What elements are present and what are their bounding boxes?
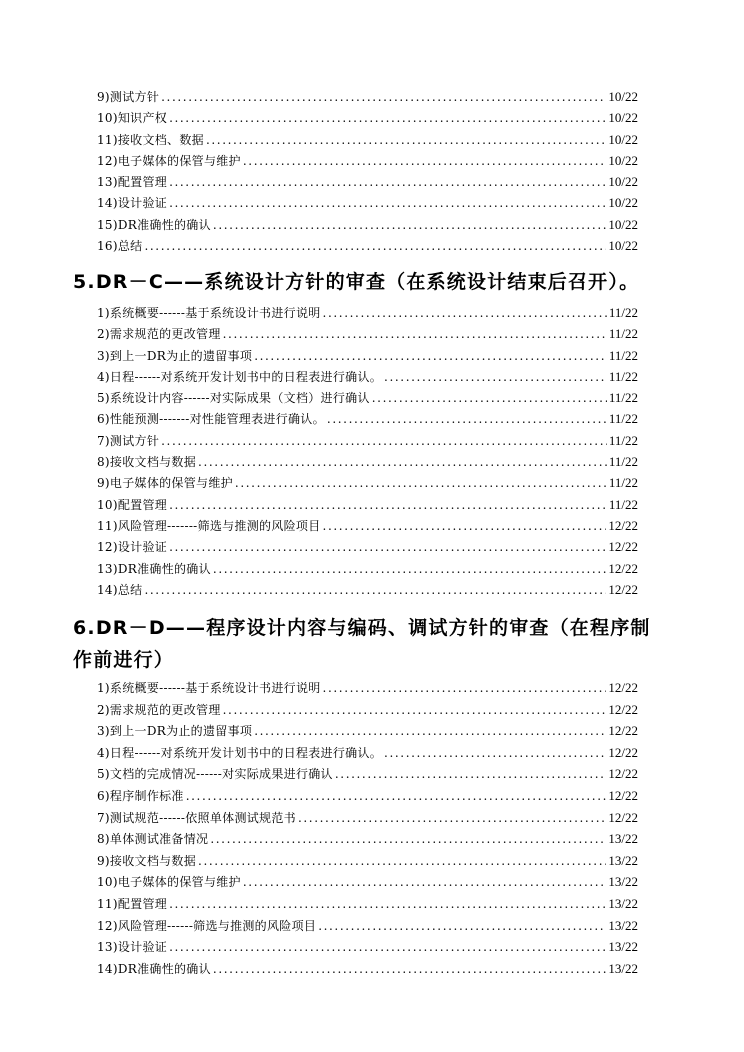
toc-leader-dots (213, 215, 606, 236)
toc-leader-dots (213, 959, 606, 981)
toc-leader-dots (254, 721, 606, 743)
toc-page-number: 11/22 (608, 326, 638, 342)
toc-page-number: 13/22 (608, 960, 638, 976)
toc-leader-dots (384, 367, 607, 388)
toc-entry[interactable] (97, 536, 638, 557)
toc-entry-label: 3)到上一DR为止的遗留事项 (97, 348, 253, 363)
toc-leader-dots (169, 172, 606, 193)
toc-entry-label: 12)风险管理------筛选与推测的风险项目 (97, 918, 317, 933)
toc-entry-label: 14)总结 (97, 582, 143, 597)
toc-leader-dots (161, 87, 606, 108)
toc-page-number: 10/22 (608, 195, 638, 211)
toc-leader-dots (169, 108, 606, 129)
toc-page-number: 12/22 (608, 744, 638, 760)
toc-list-section-6 (97, 677, 638, 979)
toc-leader-dots (169, 495, 607, 516)
toc-leader-dots (144, 580, 606, 601)
toc-entry[interactable] (97, 430, 638, 451)
toc-entry-label: 5)文档的完成情况------对实际成果进行确认 (97, 767, 333, 782)
toc-leader-dots (169, 537, 606, 558)
toc-entry[interactable] (97, 323, 638, 344)
toc-page-number: 13/22 (608, 874, 638, 890)
toc-entry-label: 3)到上一DR为止的遗留事项 (97, 724, 253, 739)
toc-leader-dots (335, 764, 607, 786)
toc-leader-dots (254, 346, 607, 367)
toc-page-number: 11/22 (608, 347, 638, 363)
toc-page-number: 11/22 (608, 305, 638, 320)
toc-entry[interactable] (97, 579, 638, 600)
toc-page-number: 12/22 (608, 809, 638, 825)
toc-entry[interactable] (97, 387, 638, 408)
toc-entry[interactable] (97, 915, 638, 937)
toc-entry-label: 11)风险管理-------筛选与推测的风险项目 (97, 518, 321, 533)
toc-page-number: 12/22 (608, 766, 638, 782)
toc-entry-label: 1)系统概要------基于系统设计书进行说明 (97, 306, 321, 320)
toc-leader-dots (372, 388, 607, 409)
toc-entry[interactable] (97, 850, 638, 872)
toc-leader-dots (298, 808, 606, 830)
toc-leader-dots (144, 236, 606, 257)
toc-leader-dots (384, 743, 606, 765)
toc-leader-dots (223, 700, 607, 722)
toc-leader-dots (235, 473, 607, 494)
toc-entry-label: 10)配置管理 (97, 497, 168, 512)
toc-leader-dots (327, 409, 607, 430)
toc-entry-label: 5)系统设计内容------对实际成果（文档）进行确认 (97, 391, 370, 406)
toc-entry-label: 10)知识产权 (97, 111, 168, 126)
toc-entry-label: 12)电子媒体的保管与维护 (97, 153, 241, 168)
toc-entry[interactable] (97, 129, 638, 150)
toc-entry[interactable] (97, 214, 638, 235)
toc-list-section-4 (97, 86, 638, 256)
toc-entry-label: 13)配置管理 (97, 175, 168, 190)
toc-entry-label: 8)接收文档与数据 (97, 455, 197, 470)
section-5-heading: 5.DR－C——系统设计方针的审查（在系统设计结束后召开）。 (73, 271, 640, 293)
toc-page-number: 10/22 (608, 110, 638, 126)
toc-entry-label: 13)设计验证 (97, 940, 168, 955)
toc-entry-label: 2)需求规范的更改管理 (97, 702, 221, 717)
toc-leader-dots (243, 872, 607, 894)
toc-page-number: 13/22 (608, 917, 638, 933)
toc-leader-dots (198, 452, 607, 473)
toc-entry-label: 4)日程------对系统开发计划书中的日程表进行确认。 (97, 369, 383, 384)
toc-entry-label: 14)DR准确性的确认 (97, 961, 211, 976)
toc-entry-label: 10)电子媒体的保管与维护 (97, 875, 241, 890)
toc-entry-label: 13)DR准确性的确认 (97, 561, 211, 576)
toc-entry-label: 11)配置管理 (97, 896, 168, 911)
toc-page-number: 12/22 (608, 560, 638, 576)
toc-entry[interactable] (97, 699, 638, 721)
toc-entry-label: 7)测试规范------依照单体测试规范书 (97, 810, 296, 825)
toc-page-number: 11/22 (608, 432, 638, 448)
toc-entry[interactable] (97, 785, 638, 807)
toc-entry[interactable] (97, 345, 638, 366)
toc-entry[interactable] (97, 408, 638, 429)
toc-page-number: 12/22 (608, 517, 638, 533)
toc-entry-label: 11)接收文档、数据 (97, 132, 204, 147)
toc-entry[interactable] (97, 235, 638, 256)
toc-entry[interactable] (97, 807, 638, 829)
toc-entry[interactable] (97, 558, 638, 579)
toc-page-number: 12/22 (608, 787, 638, 803)
toc-page-number: 10/22 (608, 174, 638, 190)
toc-leader-dots (169, 894, 606, 916)
toc-entry[interactable] (97, 451, 638, 472)
toc-entry[interactable] (97, 871, 638, 893)
toc-entry-label: 7)测试方针 (97, 433, 160, 448)
toc-entry-label: 9)接收文档与数据 (97, 853, 197, 868)
toc-entry[interactable] (97, 192, 638, 213)
toc-entry[interactable] (97, 472, 638, 493)
toc-entry[interactable] (97, 828, 638, 850)
toc-page-number: 11/22 (608, 411, 638, 427)
toc-page-number: 13/22 (608, 939, 638, 955)
toc-entry-label: 9)电子媒体的保管与维护 (97, 476, 233, 491)
toc-page-number: 10/22 (608, 216, 638, 232)
toc-entry-label: 15)DR准确性的确认 (97, 217, 211, 232)
toc-entry[interactable] (97, 150, 638, 171)
toc-page-number: 11/22 (608, 475, 638, 491)
toc-page-number: 11/22 (608, 390, 638, 406)
toc-page-number: 13/22 (608, 831, 638, 847)
toc-page-number: 10/22 (608, 152, 638, 168)
toc-entry-label: 16)总结 (97, 239, 143, 254)
toc-list-section-5 (97, 302, 638, 600)
toc-entry-label: 6)性能预测-------对性能管理表进行确认。 (97, 412, 325, 427)
toc-entry[interactable] (97, 742, 638, 764)
toc-page-number: 13/22 (608, 895, 638, 911)
toc-entry[interactable] (97, 763, 638, 785)
toc-leader-dots (206, 130, 606, 151)
toc-leader-dots (323, 678, 607, 700)
toc-page-number: 12/22 (608, 539, 638, 555)
toc-page-number: 11/22 (608, 368, 638, 384)
toc-leader-dots (243, 151, 607, 172)
toc-entry[interactable] (97, 893, 638, 915)
toc-entry[interactable] (97, 958, 638, 980)
toc-entry-label: 8)单体测试准备情况 (97, 832, 209, 847)
toc-page-number: 12/22 (608, 723, 638, 739)
toc-entry[interactable] (97, 107, 638, 128)
toc-entry-label: 2)需求规范的更改管理 (97, 327, 221, 342)
toc-page-number: 13/22 (608, 852, 638, 868)
toc-leader-dots (186, 786, 607, 808)
toc-entry[interactable] (97, 515, 638, 536)
toc-leader-dots (323, 303, 607, 324)
toc-page-number: 12/22 (608, 680, 638, 695)
toc-entry[interactable] (97, 494, 638, 515)
section-6-heading: 6.DR－D——程序设计内容与编码、调试方针的审查（在程序制作前进行） (73, 617, 651, 671)
toc-page-number: 10/22 (608, 238, 638, 254)
toc-page-number: 11/22 (608, 454, 638, 470)
toc-entry[interactable] (97, 677, 638, 699)
toc-page-number: 10/22 (608, 89, 638, 104)
toc-leader-dots (223, 324, 607, 345)
toc-page-number: 10/22 (608, 131, 638, 147)
toc-entry[interactable] (97, 302, 638, 323)
toc-page-number: 11/22 (608, 496, 638, 512)
toc-entry[interactable] (97, 171, 638, 192)
toc-leader-dots (169, 937, 606, 959)
toc-leader-dots (210, 829, 606, 851)
toc-entry[interactable] (97, 366, 638, 387)
toc-entry[interactable] (97, 86, 638, 107)
toc-entry[interactable] (97, 720, 638, 742)
toc-entry-label: 6)程序制作标准 (97, 788, 184, 803)
toc-leader-dots (323, 516, 607, 537)
toc-entry-label: 1)系统概要------基于系统设计书进行说明 (97, 681, 321, 695)
toc-page-number: 12/22 (608, 701, 638, 717)
toc-entry-label: 4)日程------对系统开发计划书中的日程表进行确认。 (97, 745, 383, 760)
toc-leader-dots (198, 851, 606, 873)
toc-leader-dots (161, 431, 607, 452)
toc-leader-dots (169, 193, 606, 214)
toc-entry[interactable] (97, 936, 638, 958)
toc-leader-dots (318, 916, 606, 938)
toc-entry-label: 9)测试方针 (97, 90, 160, 104)
toc-leader-dots (213, 559, 606, 580)
toc-entry-label: 14)设计验证 (97, 196, 168, 211)
toc-entry-label: 12)设计验证 (97, 540, 168, 555)
toc-page-number: 12/22 (608, 581, 638, 597)
